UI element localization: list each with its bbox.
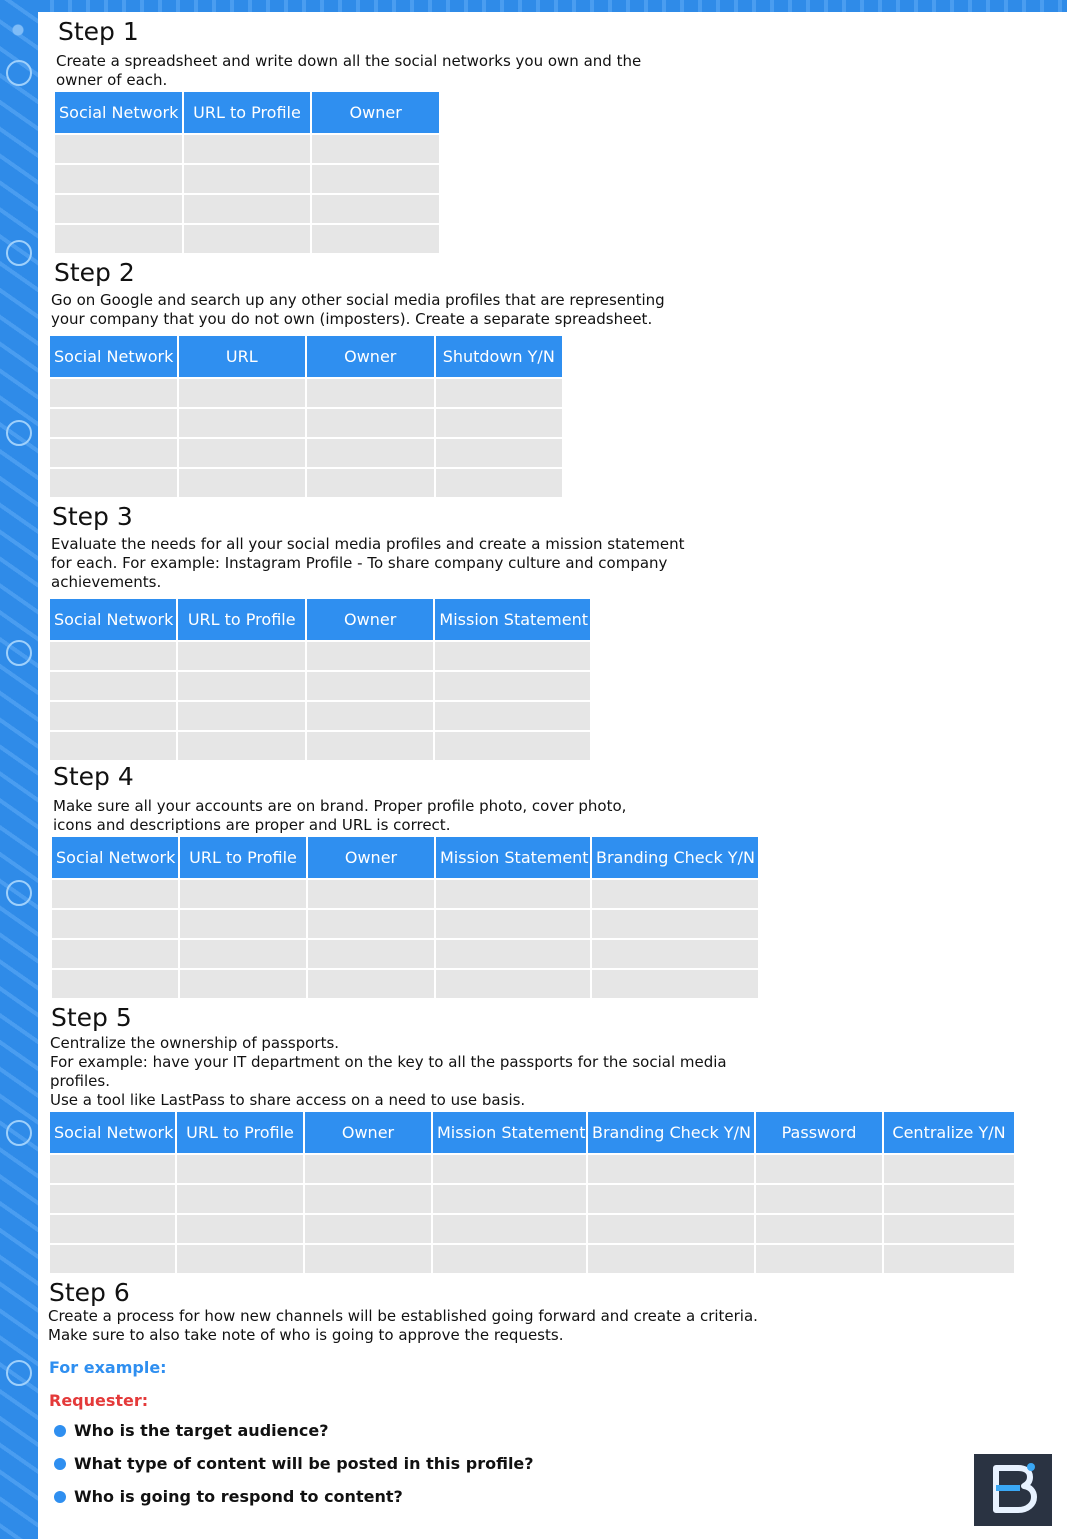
logo-mark-icon xyxy=(974,1454,1052,1526)
table-cell[interactable] xyxy=(50,1245,175,1275)
table-cell[interactable] xyxy=(178,672,304,702)
table-row xyxy=(52,970,758,1000)
table-cell[interactable] xyxy=(50,702,176,732)
column-header: Mission Statement xyxy=(433,1112,586,1155)
table-cell[interactable] xyxy=(592,910,758,940)
step-3-description: Evaluate the needs for all your social media profiles and create a mission statement for each. For example: Instagram Profile - To share company culture and company achievements. xyxy=(51,535,685,591)
table-row xyxy=(50,409,562,439)
table-cell[interactable] xyxy=(436,439,563,469)
column-header: Owner xyxy=(307,336,434,379)
table-row xyxy=(50,672,590,702)
table-cell[interactable] xyxy=(588,1155,754,1185)
table-cell[interactable] xyxy=(592,970,758,1000)
table-cell[interactable] xyxy=(308,910,434,940)
column-header: Shutdown Y/N xyxy=(436,336,563,379)
table-cell[interactable] xyxy=(305,1185,431,1215)
table-cell[interactable] xyxy=(50,439,177,469)
table-row xyxy=(55,165,439,195)
bullet-dot-icon xyxy=(54,1458,66,1470)
table-cell[interactable] xyxy=(177,1185,303,1215)
bullet-dot-icon xyxy=(54,1425,66,1437)
table-row xyxy=(50,1215,1014,1245)
table-cell[interactable] xyxy=(592,940,758,970)
table-cell[interactable] xyxy=(307,469,434,499)
step-5-title: Step 5 xyxy=(51,1003,132,1032)
table-cell[interactable] xyxy=(55,195,182,225)
table-cell[interactable] xyxy=(305,1155,431,1185)
table-cell[interactable] xyxy=(180,880,306,910)
table-cell[interactable] xyxy=(307,642,433,672)
step-1-description: Create a spreadsheet and write down all the social networks you own and the owner of each. xyxy=(56,52,642,89)
column-header: Owner xyxy=(312,92,439,135)
step-2-title: Step 2 xyxy=(54,258,135,287)
table-cell[interactable] xyxy=(50,732,176,762)
table-cell[interactable] xyxy=(308,940,434,970)
step-6-title: Step 6 xyxy=(49,1278,130,1307)
table-cell[interactable] xyxy=(184,165,311,195)
doodle-icon xyxy=(6,240,32,266)
list-item xyxy=(54,1421,328,1440)
table-cell[interactable] xyxy=(52,880,178,910)
list-item xyxy=(54,1487,403,1506)
step-5-table xyxy=(48,1112,1016,1275)
table-row xyxy=(55,195,439,225)
table-cell[interactable] xyxy=(592,880,758,910)
table-cell[interactable] xyxy=(436,940,590,970)
table-cell[interactable] xyxy=(179,409,306,439)
table-cell[interactable] xyxy=(180,970,306,1000)
column-header: Password xyxy=(756,1112,882,1155)
step-1-title: Step 1 xyxy=(58,17,139,46)
table-cell[interactable] xyxy=(180,910,306,940)
doodle-icon xyxy=(6,640,32,666)
table-cell[interactable] xyxy=(433,1245,586,1275)
table-row xyxy=(50,1155,1014,1185)
table-cell[interactable] xyxy=(435,642,590,672)
column-header: Branding Check Y/N xyxy=(588,1112,754,1155)
table-cell[interactable] xyxy=(433,1215,586,1245)
table-cell[interactable] xyxy=(50,379,177,409)
table-cell[interactable] xyxy=(178,642,304,672)
table-cell[interactable] xyxy=(436,970,590,1000)
table-row xyxy=(50,702,590,732)
table-cell[interactable] xyxy=(55,225,182,255)
table-row xyxy=(50,1245,1014,1275)
table-cell[interactable] xyxy=(177,1245,303,1275)
table-cell[interactable] xyxy=(433,1185,586,1215)
table-cell[interactable] xyxy=(50,672,176,702)
table-cell[interactable] xyxy=(435,672,590,702)
table-cell[interactable] xyxy=(312,225,439,255)
column-header: Social Network xyxy=(55,92,182,135)
table-cell[interactable] xyxy=(756,1245,882,1275)
table-cell[interactable] xyxy=(312,195,439,225)
table-cell[interactable] xyxy=(179,469,306,499)
list-item xyxy=(54,1454,534,1473)
table-cell[interactable] xyxy=(50,469,177,499)
table-row xyxy=(52,880,758,910)
column-header: Mission Statement xyxy=(435,599,590,642)
table-cell[interactable] xyxy=(588,1245,754,1275)
step-6-description: Create a process for how new channels will be established going forward and create a criteria. Make sure to also take note of who is going to approve the requests. xyxy=(48,1307,758,1344)
table-cell[interactable] xyxy=(50,642,176,672)
table-cell[interactable] xyxy=(436,379,563,409)
table-cell[interactable] xyxy=(55,135,182,165)
table-cell[interactable] xyxy=(312,165,439,195)
table-cell[interactable] xyxy=(308,970,434,1000)
step-5-description: Centralize the ownership of passports. For example: have your IT department on the key to all the passports for the social media profiles. Use a tool like LastPass to share access on a need to use basis. xyxy=(50,1034,727,1109)
column-header: Owner xyxy=(305,1112,431,1155)
table-cell[interactable] xyxy=(307,439,434,469)
table-cell[interactable] xyxy=(179,439,306,469)
table-cell[interactable] xyxy=(884,1155,1014,1185)
doodle-icon xyxy=(6,1360,32,1386)
step-2-description: Go on Google and search up any other social media profiles that are representing your company that you do not own (imposters). Create a separate spreadsheet. xyxy=(51,291,665,328)
b-brand-logo-icon xyxy=(974,1454,1052,1526)
table-row xyxy=(50,1185,1014,1215)
table-cell[interactable] xyxy=(50,409,177,439)
table-cell[interactable] xyxy=(756,1185,882,1215)
table-cell[interactable] xyxy=(184,195,311,225)
requester-question: What type of content will be posted in this profile? xyxy=(74,1454,534,1473)
table-row xyxy=(55,135,439,165)
table-cell[interactable] xyxy=(884,1215,1014,1245)
table-cell[interactable] xyxy=(308,880,434,910)
doodle-icon xyxy=(6,60,32,86)
table-cell[interactable] xyxy=(312,135,439,165)
table-row xyxy=(50,439,562,469)
table-row xyxy=(50,469,562,499)
table-cell[interactable] xyxy=(178,702,304,732)
step-4-table xyxy=(50,837,760,1000)
table-cell[interactable] xyxy=(52,970,178,1000)
column-header: URL xyxy=(179,336,306,379)
table-cell[interactable] xyxy=(436,910,590,940)
table-cell[interactable] xyxy=(588,1215,754,1245)
requester-question: Who is the target audience? xyxy=(74,1421,329,1440)
step-2-table xyxy=(48,336,564,499)
column-header: URL to Profile xyxy=(184,92,311,135)
table-cell[interactable] xyxy=(52,910,178,940)
table-cell[interactable] xyxy=(50,1155,175,1185)
table-cell[interactable] xyxy=(307,379,434,409)
table-cell[interactable] xyxy=(177,1215,303,1245)
step-4-description: Make sure all your accounts are on brand. Proper profile photo, cover photo, icons and descriptions are proper and URL is correct. xyxy=(53,797,627,834)
table-cell[interactable] xyxy=(435,702,590,732)
table-cell[interactable] xyxy=(307,702,433,732)
table-row xyxy=(50,642,590,672)
table-cell[interactable] xyxy=(50,1215,175,1245)
column-header: URL to Profile xyxy=(178,599,304,642)
table-cell[interactable] xyxy=(756,1215,882,1245)
table-cell[interactable] xyxy=(436,880,590,910)
globe-icon xyxy=(6,420,32,446)
column-header: Owner xyxy=(308,837,434,880)
table-row xyxy=(55,225,439,255)
column-header: Mission Statement xyxy=(436,837,590,880)
column-header: Owner xyxy=(307,599,433,642)
table-row xyxy=(50,732,590,762)
table-cell[interactable] xyxy=(52,940,178,970)
step-1-table xyxy=(53,92,441,255)
step-3-title: Step 3 xyxy=(52,502,133,531)
column-header: Social Network xyxy=(50,336,177,379)
table-cell[interactable] xyxy=(884,1245,1014,1275)
table-cell[interactable] xyxy=(433,1155,586,1185)
table-cell[interactable] xyxy=(178,732,304,762)
doodle-icon xyxy=(6,880,32,906)
table-cell[interactable] xyxy=(305,1245,431,1275)
table-cell[interactable] xyxy=(184,225,311,255)
globe-icon xyxy=(6,1120,32,1146)
column-header: Social Network xyxy=(50,1112,175,1155)
table-cell[interactable] xyxy=(435,732,590,762)
column-header: URL to Profile xyxy=(180,837,306,880)
table-row xyxy=(52,910,758,940)
table-cell[interactable] xyxy=(307,672,433,702)
table-cell[interactable] xyxy=(307,732,433,762)
table-cell[interactable] xyxy=(50,1185,175,1215)
column-header: Centralize Y/N xyxy=(884,1112,1014,1155)
bullet-dot-icon xyxy=(54,1491,66,1503)
table-row xyxy=(52,940,758,970)
worksheet-page xyxy=(38,12,1067,1539)
table-row xyxy=(50,379,562,409)
table-cell[interactable] xyxy=(179,379,306,409)
table-cell[interactable] xyxy=(756,1155,882,1185)
decorative-side-strip xyxy=(0,0,38,1539)
table-cell[interactable] xyxy=(305,1215,431,1245)
example-label: For example: xyxy=(49,1358,167,1377)
table-cell[interactable] xyxy=(436,409,563,439)
table-cell[interactable] xyxy=(180,940,306,970)
table-cell[interactable] xyxy=(588,1185,754,1215)
requester-question: Who is going to respond to content? xyxy=(74,1487,403,1506)
column-header: Social Network xyxy=(50,599,176,642)
column-header: URL to Profile xyxy=(177,1112,303,1155)
table-cell[interactable] xyxy=(884,1185,1014,1215)
column-header: Social Network xyxy=(52,837,178,880)
step-4-title: Step 4 xyxy=(53,762,134,791)
table-cell[interactable] xyxy=(307,409,434,439)
column-header: Branding Check Y/N xyxy=(592,837,758,880)
table-cell[interactable] xyxy=(55,165,182,195)
table-cell[interactable] xyxy=(177,1155,303,1185)
step-3-table xyxy=(48,599,592,762)
requester-label: Requester: xyxy=(49,1391,149,1410)
table-cell[interactable] xyxy=(436,469,563,499)
decorative-top-band xyxy=(0,0,1067,12)
table-cell[interactable] xyxy=(184,135,311,165)
